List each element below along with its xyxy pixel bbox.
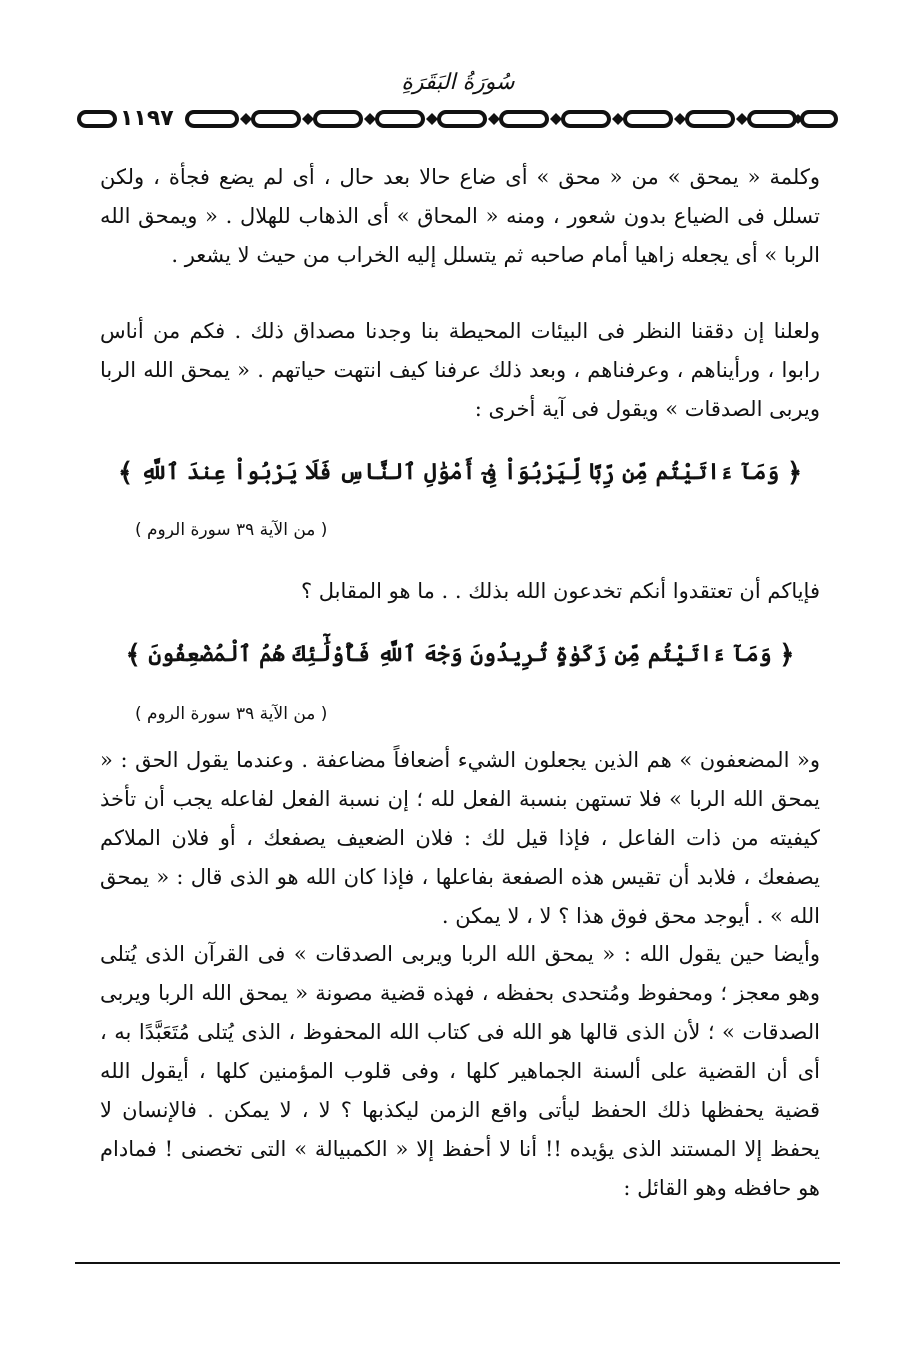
paragraph-4 [100, 741, 820, 936]
paragraph-3 [100, 572, 820, 611]
paragraph-5-text: وأيضا حين يقول الله : « يمحق الله الربا ويربى الصدقات » فى القرآن الذى يُتلى وهو معجز ؛ ومحفوظ ومُتحدى بحفظه ، فهذه قضية مصونة « يمحق الله الربا ويربى الصدقات » ؛ لأن الذى قالها هو الله فى كتاب الله المحفوظ ، الذى يُتلى مُتَعَبَّدًا به ، أى أن القضية على ألسنة الجماهير كلها ، وفى قلوب المؤمنين كلها ، أيقول الله قضية يحفظها ذلك الحفظ ليأتى واقع الزمن ليكذبها ؟ لا ، لا يمكن . فالإنسان لا يحفظ إلا المستند الذى يؤيده !! أنا لا أحفظ إلا « الكمبيالة » التى تخصنى ! فمادام هو حافظه وهو القائل : [100, 942, 820, 1200]
quran-verse-1 [100, 452, 820, 493]
footer-divider [75, 1262, 840, 1264]
verse-close-bracket: ﴾ [125, 640, 141, 670]
quran-verse-2 [100, 634, 820, 675]
paragraph-4-text: و« المضعفون » هم الذين يجعلون الشيء أضعافاً مضاعفة . وعندما يقول الحق : « يمحق الله الربا » فلا تستهن بنسبة الفعل لله ؛ إن نسبة الفعل لفاعله يجب أن تأخذ كيفيته من ذات الفاعل ، فإذا قيل لك : فلان الضعيف يصفعك ، أو فلان الملاكم يصفعك ، فلابد أن تقيس هذه الصفعة بفاعلها ، فإذا كان الله هو الذى قال : « يمحق الله » . أيوجد محق فوق هذا ؟ لا ، لا يمكن . [100, 748, 820, 928]
verse-1-text: وَمَآ ءَاتَيْتُم مِّن رِّبًا لِّيَرْبُوَاْ فِىٓ أَمْوَٰلِ ٱلنَّاسِ فَلَا يَرْبُواْ عِندَ ٱللَّهِ [140, 459, 780, 485]
verse-2-text: وَمَآ ءَاتَيْتُم مِّن زَكَوٰةٍ تُرِيدُونَ وَجْهَ ٱللَّهِ فَأُوْلَٰٓئِكَ هُمُ ٱلْمُضْعِفُونَ [148, 641, 772, 667]
paragraph-2-text: ولعلنا إن دققنا النظر فى البيئات المحيطة بنا وجدنا مصداق ذلك . فكم من أناس رابوا ، ورأيناهم ، وعرفناهم ، وبعد ذلك عرفنا كيف انتهت حياتهم . « يمحق الله الربا ويربى الصدقات » ويقول فى آية أخرى : [100, 319, 820, 421]
verse-close-bracket: ﴾ [117, 458, 134, 488]
paragraph-5 [100, 935, 820, 1208]
paragraph-1-text: وكلمة « يمحق » من « محق » أى ضاع حالا بعد حال ، أى لم يضع فجأة ، ولكن تسلل فى الضياع بدون شعور ، ومنه « المحاق » أى الذهاب للهلال . « ويمحق الله الربا » أى يجعله زاهيا أمام صاحبه ثم يتسلل إليه الخراب من حيث لا يشعر . [100, 165, 820, 267]
verse-open-bracket: ﴿ [786, 458, 803, 488]
paragraph-2 [100, 312, 820, 429]
page-number: ١١٩٧ [118, 104, 176, 134]
paragraph-1 [100, 158, 820, 275]
verse-open-bracket: ﴿ [779, 640, 795, 670]
header-ornament-band [75, 104, 840, 134]
verse-1-reference: ( من الآية ٣٩ سورة الروم ) [135, 520, 328, 540]
sura-title: سُورَةُ البَقَرَةِ [401, 70, 515, 95]
verse-2-reference: ( من الآية ٣٩ سورة الروم ) [135, 704, 328, 724]
paragraph-3-text: فإياكم أن تعتقدوا أنكم تخدعون الله بذلك . . ما هو المقابل ؟ [300, 579, 820, 603]
